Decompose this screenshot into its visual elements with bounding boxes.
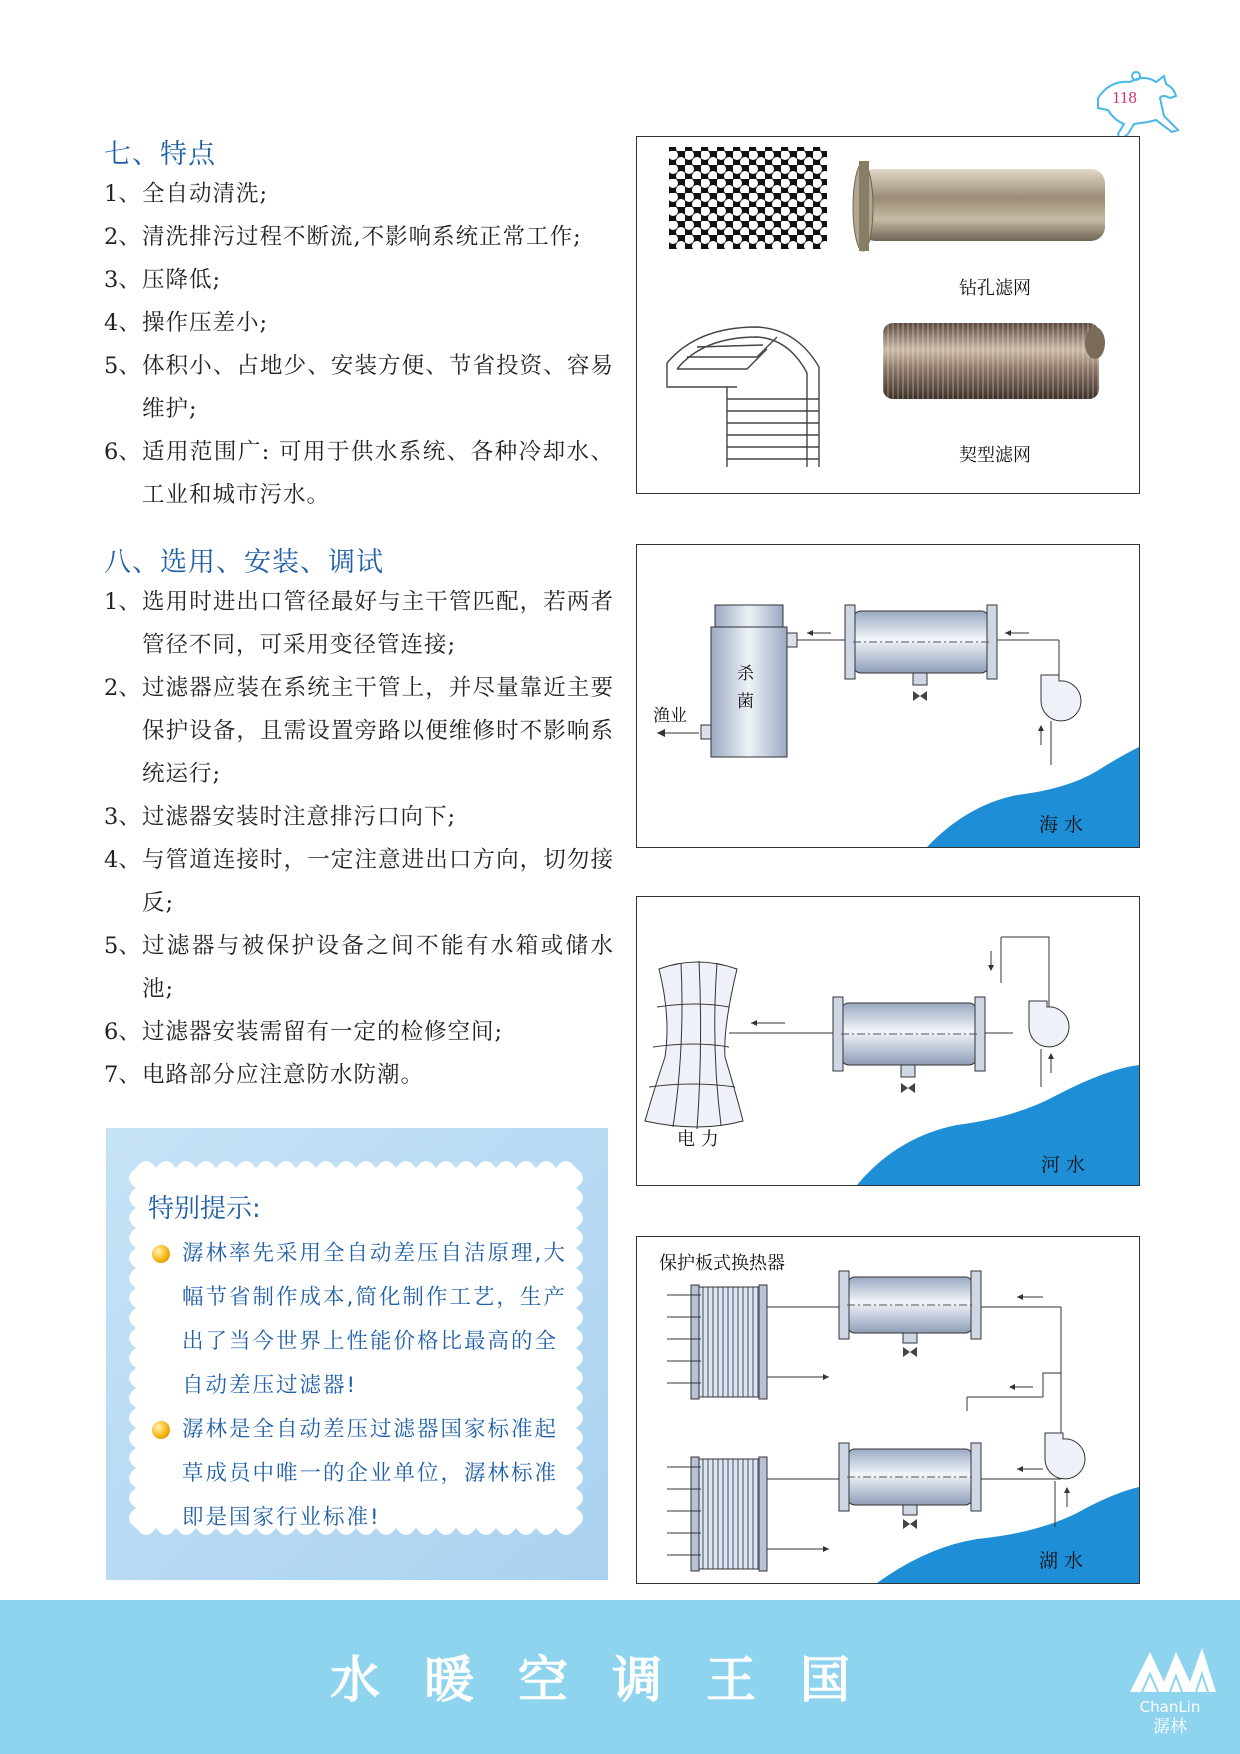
filter-unit	[839, 1443, 981, 1529]
list-item: 4、 操作压差小;	[104, 310, 269, 336]
bullet-icon	[152, 1245, 170, 1263]
plate-heat-exchanger	[667, 1457, 789, 1571]
page-number: 118	[1112, 88, 1137, 107]
drilled-screen-caption: 钻孔滤网	[959, 278, 1031, 299]
list-item: 5、 过滤器与被保护设备之间不能有水箱或储水池;	[104, 933, 614, 1002]
list-item: 2、 清洗排污过程不断流,不影响系统正常工作;	[104, 224, 582, 250]
pump-icon	[1045, 1433, 1085, 1479]
lake-figure-title: 保护板式换热器	[659, 1253, 785, 1274]
bullet-icon	[152, 1421, 170, 1439]
list-item: 2、 过滤器应装在系统主干管上，并尽量靠近主要保护设备，且需设置旁路以便维修时不影响系统运行;	[104, 675, 614, 787]
section8-title: 八、选用、安装、调试	[104, 547, 384, 578]
list-item: 4、 与管道连接时，一定注意进出口方向，切勿接反;	[104, 847, 614, 916]
filter-unit	[833, 997, 985, 1093]
pump-icon	[1029, 1001, 1069, 1047]
pump-icon	[1041, 675, 1081, 721]
list-item: 5、 体积小、占地少、安装方便、节省投资、容易维护;	[104, 353, 614, 422]
brand-cn: 潺林	[1153, 1717, 1187, 1737]
plate-heat-exchanger	[667, 1285, 789, 1399]
lake-label: 湖 水	[1039, 1550, 1084, 1572]
tip-title: 特别提示:	[148, 1194, 261, 1224]
drilled-screen-image	[853, 161, 1105, 251]
sterilizer-label-1: 杀	[737, 664, 754, 684]
drilled-mesh-closeup	[669, 147, 827, 249]
seawater-label: 海 水	[1039, 814, 1084, 836]
river-system-figure	[636, 896, 1140, 1186]
section8-list	[104, 581, 614, 1097]
list-item: 6、 适用范围广: 可用于供水系统、各种冷却水、工业和城市污水。	[104, 439, 614, 508]
wedge-screen-caption: 契型滤网	[959, 445, 1031, 466]
river-water-body	[857, 1065, 1139, 1185]
list-item: 3、 压降低;	[104, 267, 222, 293]
wedge-profile-drawing	[667, 327, 819, 467]
cooling-tower	[645, 961, 743, 1129]
brand-logo	[1120, 1612, 1220, 1742]
seawater-body	[927, 747, 1139, 847]
list-item: 3、 过滤器安装时注意排污口向下;	[104, 804, 457, 830]
filter-screens-figure	[636, 136, 1140, 494]
list-item: 6、 过滤器安装需留有一定的检修空间;	[104, 1019, 504, 1045]
list-item: 7、 电路部分应注意防水防潮。	[104, 1062, 425, 1088]
wedge-screen-image	[883, 323, 1105, 399]
seawater-system-figure	[636, 544, 1140, 848]
tip-point: 潺林是全自动差压过滤器国家标准起草成员中唯一的企业单位，潺林标准即是国家行业标准!	[152, 1408, 572, 1540]
river-label: 河 水	[1041, 1154, 1086, 1176]
section7-list	[104, 173, 614, 517]
banner-title: 水暖空调王国	[330, 1651, 894, 1709]
power-plant-label: 电 力	[677, 1129, 719, 1150]
sterilizer-label-2: 菌	[737, 692, 754, 712]
section7-title: 七、特点	[104, 139, 216, 170]
list-item: 1、 选用时进出口管径最好与主干管匹配，若两者管径不同，可采用变径管连接;	[104, 589, 614, 658]
tip-point: 潺林率先采用全自动差压自洁原理,大幅节省制作成本,简化制作工艺，生产出了当今世界上性能价格比最高的全自动差压过滤器!	[152, 1232, 572, 1408]
lake-system-figure	[636, 1236, 1140, 1584]
filter-unit	[839, 1271, 981, 1357]
brand-name: ChanLin	[1139, 1698, 1201, 1716]
list-item: 1、 全自动清洗;	[104, 181, 269, 207]
fishery-label: 渔业	[653, 706, 687, 726]
filter-unit	[845, 605, 997, 701]
